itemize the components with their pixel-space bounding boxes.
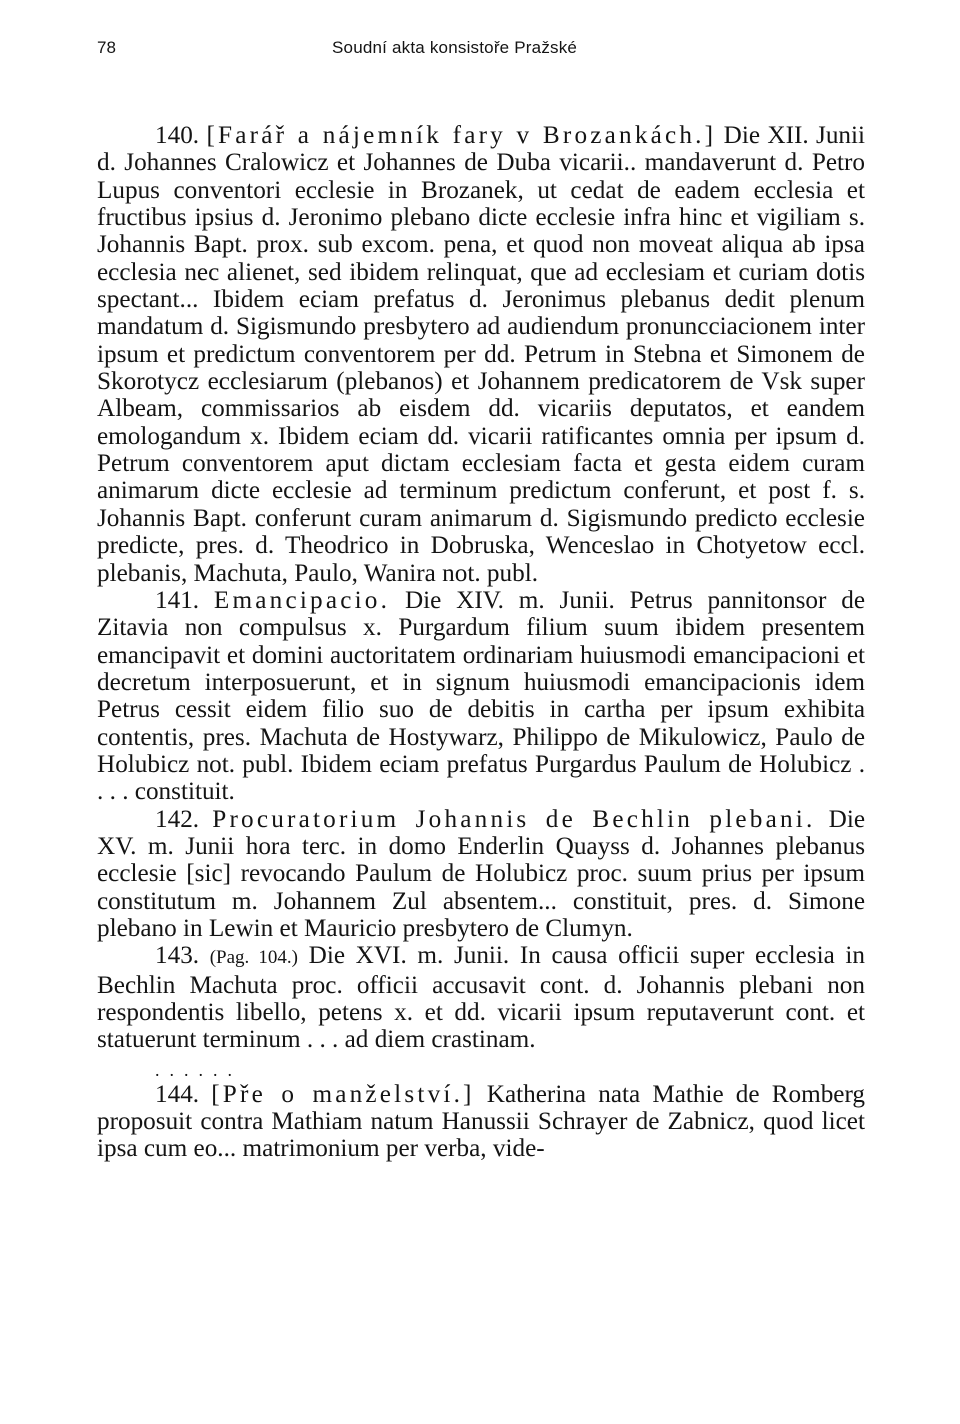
entry-text: Die XIV. m. Junii. Petrus pannitonsor de Zitavia non compulsus x. Purgardum filium suum ibidem presentem emancipavit et domini auctoritatem ordinariam huiusmodi emancipacioni et decretum interposuerunt, et in signum huiusmodi emancipacionis idem Petrus cessit eidem filio suo de debitis in cartha per ipsum exhibita contentis, pres. Machuta de Hostywarz, Philippo de Mikulowicz, Paulo de Holubicz not. publ. Ibidem eciam prefatus Purgardus Paulum de Holubicz . . . . constituit.: [97, 586, 865, 806]
running-title: Soudní akta konsistoře Pražské: [332, 38, 578, 57]
entry-140: [97, 122, 865, 587]
entry-title: [Farář a nájemník fary v Brozankách.]: [206, 122, 717, 149]
entry-text: Die XVI. m. Junii. In causa officii super ecclesia in Bechlin Machuta proc. officii accusavit cont. d. Johannis plebani non respondentis libello, petens x. et dd. vicarii ipsum reputaverunt cont. et statuerunt terminum . . . ad diem crastinam.: [97, 942, 865, 1054]
running-header: [97, 32, 865, 64]
entry-text: Die XII. Junii d. Johannes Cralowicz et Johannes de Duba vicarii.. mandaverunt d. Petro Lupus conventori ecclesie in Brozanek, ut cedat de eadem ecclesia et fructibus ipsius d. Jeronimo plebano dicte ecclesie infra hinc et vigiliam s. Johannis Bapt. prox. sub excom. pena, et quod non moveat aliqua ab ipsa ecclesia nec alienet, sed ibidem relinquat, que ad ecclesiam et curiam dotis spectant... Ibidem eciam prefatus d. Jeronimus plebanus dedit plenum mandatum d. Sigismundo presbytero ad audiendum pronuncciacionem inter ipsum et predictum conventorem per dd. Petrum in Stebna et Simonem de Skorotycz ecclesiarum (plebanos) et Johannem predicatorem de Vsk super Albeam, commissarios ab eisdem dd. vicariis deputatos, et eandem emologandum x. Ibidem eciam dd. vicarii ratificantes omnia per ipsum d. Petrum conventorem aput dictam ecclesiam facta et gesta eidem curam animarum dicte ecclesie ad terminum predictum conferunt, et post f. s. Johannis Bapt. conferunt curam animarum d. Sigismundo predicto ecclesie predicte, pres. d. Theodrico in Dobruska, Wenceslao in Chotyetow eccl. plebanis, Machuta, Paulo, Wanira not. publ.: [97, 122, 865, 587]
entry-title: [Pře o manželství.]: [211, 1080, 475, 1108]
entry-number: 140.: [155, 122, 200, 149]
entry-144: [97, 1081, 865, 1163]
entry-number: 144.: [155, 1080, 200, 1108]
section-break-dots: ......: [155, 1059, 242, 1080]
entry-number: 141.: [155, 586, 200, 614]
entry-142: [97, 806, 865, 943]
entry-title: Emancipacio.: [213, 586, 391, 614]
page-reference: (Pag. 104.): [209, 947, 298, 969]
entry-141: [97, 587, 865, 806]
book-page: [97, 32, 865, 1163]
entry-143: [97, 942, 865, 1053]
body-text: [97, 122, 865, 1163]
entry-text: Die XV. m. Junii hora terc. in domo Enderlin Quayss d. Johannes plebanus ecclesie [sic] revocando Paulum de Holubicz proc. suum prius per ipsum constitutum m. Johannem Zul absentem... constituit, pres. d. Simone plebano in Lewin et Mauricio presbytero de Clumyn.: [97, 805, 865, 942]
entry-text: Katherina nata Mathie de Romberg proposuit contra Mathiam natum Hanussii Schrayer de Zabnicz, quod licet ipsa cum eo... matrimonium per verba, vide-: [97, 1080, 866, 1163]
entry-number: 142.: [155, 805, 200, 833]
entry-title: Procuratorium Johannis de Bechlin plebani.: [212, 805, 816, 833]
entry-number: 143.: [155, 942, 200, 970]
page-number: 78: [97, 38, 116, 57]
